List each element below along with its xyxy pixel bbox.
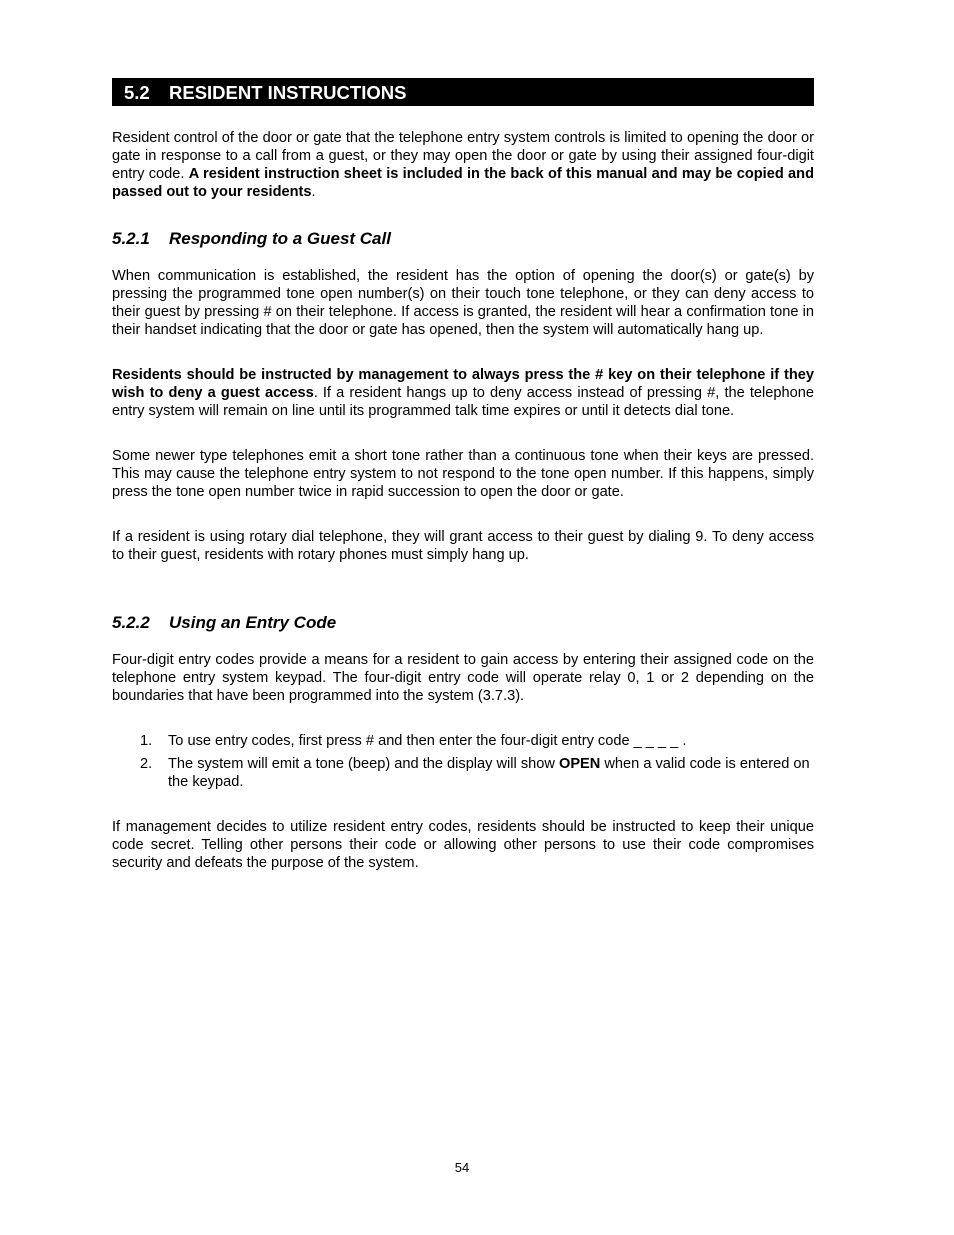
guest-call-paragraph-2 — [112, 366, 814, 420]
section-title: RESIDENT INSTRUCTIONS — [169, 82, 407, 103]
list-item-text-end: when a valid code is entered on the keypad. — [168, 756, 810, 790]
subsection-number: 5.2.2 — [112, 613, 150, 632]
deny-access-detail: . If a resident hangs up to deny access instead of pressing #, the telephone entry system will remain on line until its programmed talk time expires or until it detects dial tone. — [112, 385, 814, 419]
intro-text-bold: A resident instruction sheet is included in the back of this manual and may be copied and passed out to your residents — [112, 166, 814, 200]
entry-code-paragraph-1: Four-digit entry codes provide a means for a resident to gain access by entering their assigned code on the telephone entry system keypad. The four-digit entry code will operate relay 0, 1 or 2 depending on the boundaries that have been programmed into the system (3.7.3). — [112, 652, 814, 704]
list-item-text: To use entry codes, first press # and then enter the four-digit entry code _ _ _ _ . — [168, 733, 687, 749]
intro-text-start: Resident control of the door or gate that the telephone entry system controls is limited to opening the door or gate in response to a call from a guest, or they may open the door or gate by using their assigned four-digit entry code. — [112, 130, 814, 182]
subsection-title: Responding to a Guest Call — [169, 229, 391, 248]
document-page — [112, 78, 814, 872]
entry-code-steps — [112, 732, 814, 791]
list-item — [112, 755, 814, 791]
subsection-heading-entry-code — [112, 613, 814, 633]
open-display-text: OPEN — [558, 756, 601, 772]
list-item-number: 2. — [140, 756, 153, 772]
page-number: 54 — [454, 1160, 470, 1175]
guest-call-paragraph-4: If a resident is using rotary dial telephone, they will grant access to their guest by dialing 9. To deny access to their guest, residents with rotary phones must simply hang up. — [112, 529, 814, 563]
subsection-heading-guest-call — [112, 229, 814, 249]
section-heading-bar — [112, 78, 814, 106]
list-item-text-start: The system will emit a tone (beep) and the display will show — [168, 756, 559, 772]
intro-text-end: . — [311, 184, 316, 200]
list-item — [112, 732, 814, 750]
intro-paragraph — [112, 129, 814, 201]
entry-code-paragraph-2: If management decides to utilize resident entry codes, residents should be instructed to keep their unique code secret. Telling other persons their code or allowing other persons to use their code compromises security and defeats the purpose of the system. — [112, 819, 814, 871]
guest-call-paragraph-3: Some newer type telephones emit a short tone rather than a continuous tone when their keys are pressed. This may cause the telephone entry system to not respond to the tone open number. If this happens, simply press the tone open number twice in rapid succession to open the door or gate. — [112, 448, 814, 500]
section-number: 5.2 — [124, 82, 150, 103]
list-item-number: 1. — [140, 733, 153, 749]
guest-call-paragraph-1: When communication is established, the resident has the option of opening the door(s) or gate(s) by pressing the programmed tone open number(s) on their touch tone telephone, or they can deny access to their guest by pressing # on their telephone. If access is granted, the resident will hear a confirmation tone in their handset indicating that the door or gate has opened, then the system will automatically hang up. — [112, 268, 814, 338]
deny-access-instruction: Residents should be instructed by management to always press the # key on their telephone if they wish to deny a guest access — [112, 367, 814, 401]
subsection-title: Using an Entry Code — [169, 613, 337, 632]
subsection-number: 5.2.1 — [112, 229, 150, 248]
